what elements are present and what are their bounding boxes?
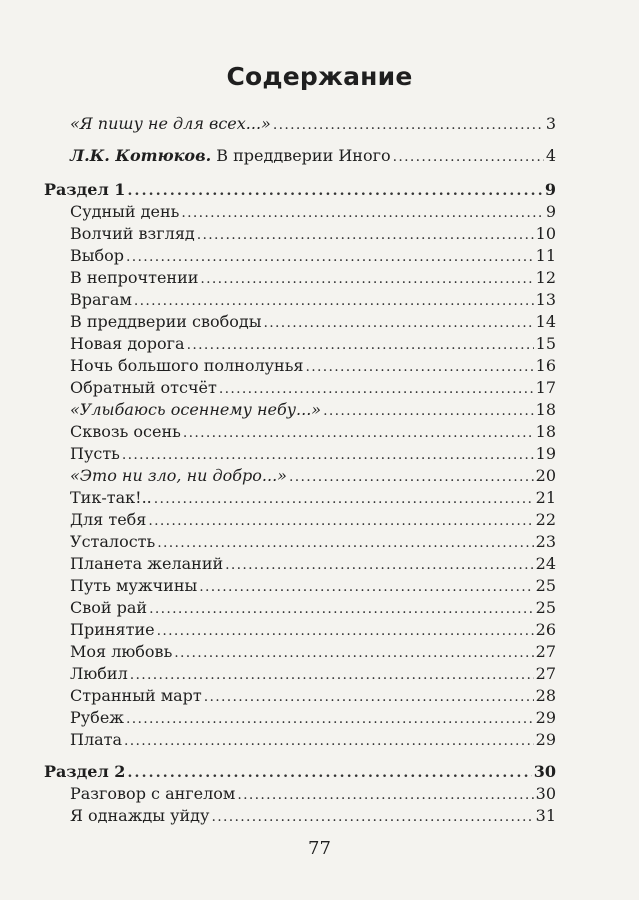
author-name: Л.К. Котюков.	[70, 146, 212, 165]
dot-leader	[187, 335, 534, 355]
dot-leader	[264, 313, 534, 333]
toc-entry: Любил ..... 27	[70, 664, 556, 684]
section-page: 9	[544, 180, 556, 199]
toc-entry: Выбор ..... 11	[70, 246, 556, 266]
toc-entry: Усталость ..... 23	[70, 532, 556, 552]
dot-leader	[306, 357, 534, 377]
dot-leader	[174, 643, 533, 663]
section-page: 30	[533, 762, 556, 781]
page-number: 77	[308, 838, 331, 859]
toc-entry: В преддверии свободы ..... 14	[70, 312, 556, 332]
toc-entry: Судный день ..... 9	[70, 202, 556, 222]
section-title: Раздел 2	[44, 762, 126, 781]
toc-entry-page: 4	[545, 146, 556, 165]
dot-leader	[130, 665, 534, 685]
toc-entry: Плата ..... 29	[70, 730, 556, 750]
toc-entry-title: В преддверии Иного	[216, 146, 391, 165]
dot-leader	[211, 807, 533, 827]
toc-entry: Пусть ..... 19	[70, 444, 556, 464]
dot-leader	[126, 247, 534, 267]
dot-leader	[148, 511, 533, 531]
dot-leader	[200, 269, 533, 289]
toc-entry: Свой рай ..... 25	[70, 598, 556, 618]
dot-leader	[273, 115, 544, 135]
toc-entry: Тик-так!.. ..... 21	[70, 488, 556, 508]
dot-leader	[199, 577, 533, 597]
toc-section-2	[44, 762, 556, 782]
toc-entry: В непрочтении ..... 12	[70, 268, 556, 288]
toc-entry-title: «Я пишу не для всех...»	[70, 114, 271, 133]
dot-leader	[126, 709, 534, 729]
toc-section-1	[44, 180, 556, 200]
page-title: Содержание	[226, 62, 413, 91]
dot-leader	[134, 291, 534, 311]
toc-entry: Путь мужчины ..... 25	[70, 576, 556, 596]
toc-author-entry	[70, 146, 556, 166]
dot-leader	[393, 147, 544, 167]
dot-leader	[157, 621, 534, 641]
dot-leader	[181, 203, 543, 223]
dot-leader	[127, 181, 542, 201]
toc-intro-entry	[70, 114, 556, 134]
toc-entry: Ночь большого полнолунья ..... 16	[70, 356, 556, 376]
toc-entry: «Улыбаюсь осеннему небу...» ..... 18	[70, 400, 556, 420]
dot-leader	[122, 445, 534, 465]
toc-entry: Принятие ..... 26	[70, 620, 556, 640]
dot-leader	[204, 687, 534, 707]
dot-leader	[154, 489, 534, 509]
toc-entry: Волчий взгляд ..... 10	[70, 224, 556, 244]
dot-leader	[225, 555, 533, 575]
toc-entry: Планета желаний ..... 24	[70, 554, 556, 574]
toc-entry-page: 3	[545, 114, 556, 133]
toc-entry: Рубеж ..... 29	[70, 708, 556, 728]
dot-leader	[183, 423, 534, 443]
toc-entry: Врагам ..... 13	[70, 290, 556, 310]
toc-entry: Разговор с ангелом ..... 30	[70, 784, 556, 804]
toc-entry: Новая дорога ..... 15	[70, 334, 556, 354]
toc-entry: Я однажды уйду ..... 31	[70, 806, 556, 826]
dot-leader	[289, 467, 534, 487]
toc-entry: Обратный отсчёт ..... 17	[70, 378, 556, 398]
dot-leader	[157, 533, 533, 553]
dot-leader	[124, 731, 534, 751]
toc-entry: Странный март ..... 28	[70, 686, 556, 706]
toc-entry: Сквозь осень ..... 18	[70, 422, 556, 442]
dot-leader	[149, 599, 534, 619]
dot-leader	[197, 225, 534, 245]
toc-entry: «Это ни зло, ни добро...» ..... 20	[70, 466, 556, 486]
dot-leader	[237, 785, 533, 805]
toc-entry: Для тебя ..... 22	[70, 510, 556, 530]
dot-leader	[127, 763, 531, 783]
toc-entry: Моя любовь ..... 27	[70, 642, 556, 662]
section-title: Раздел 1	[44, 180, 126, 199]
dot-leader	[323, 401, 534, 421]
dot-leader	[219, 379, 534, 399]
